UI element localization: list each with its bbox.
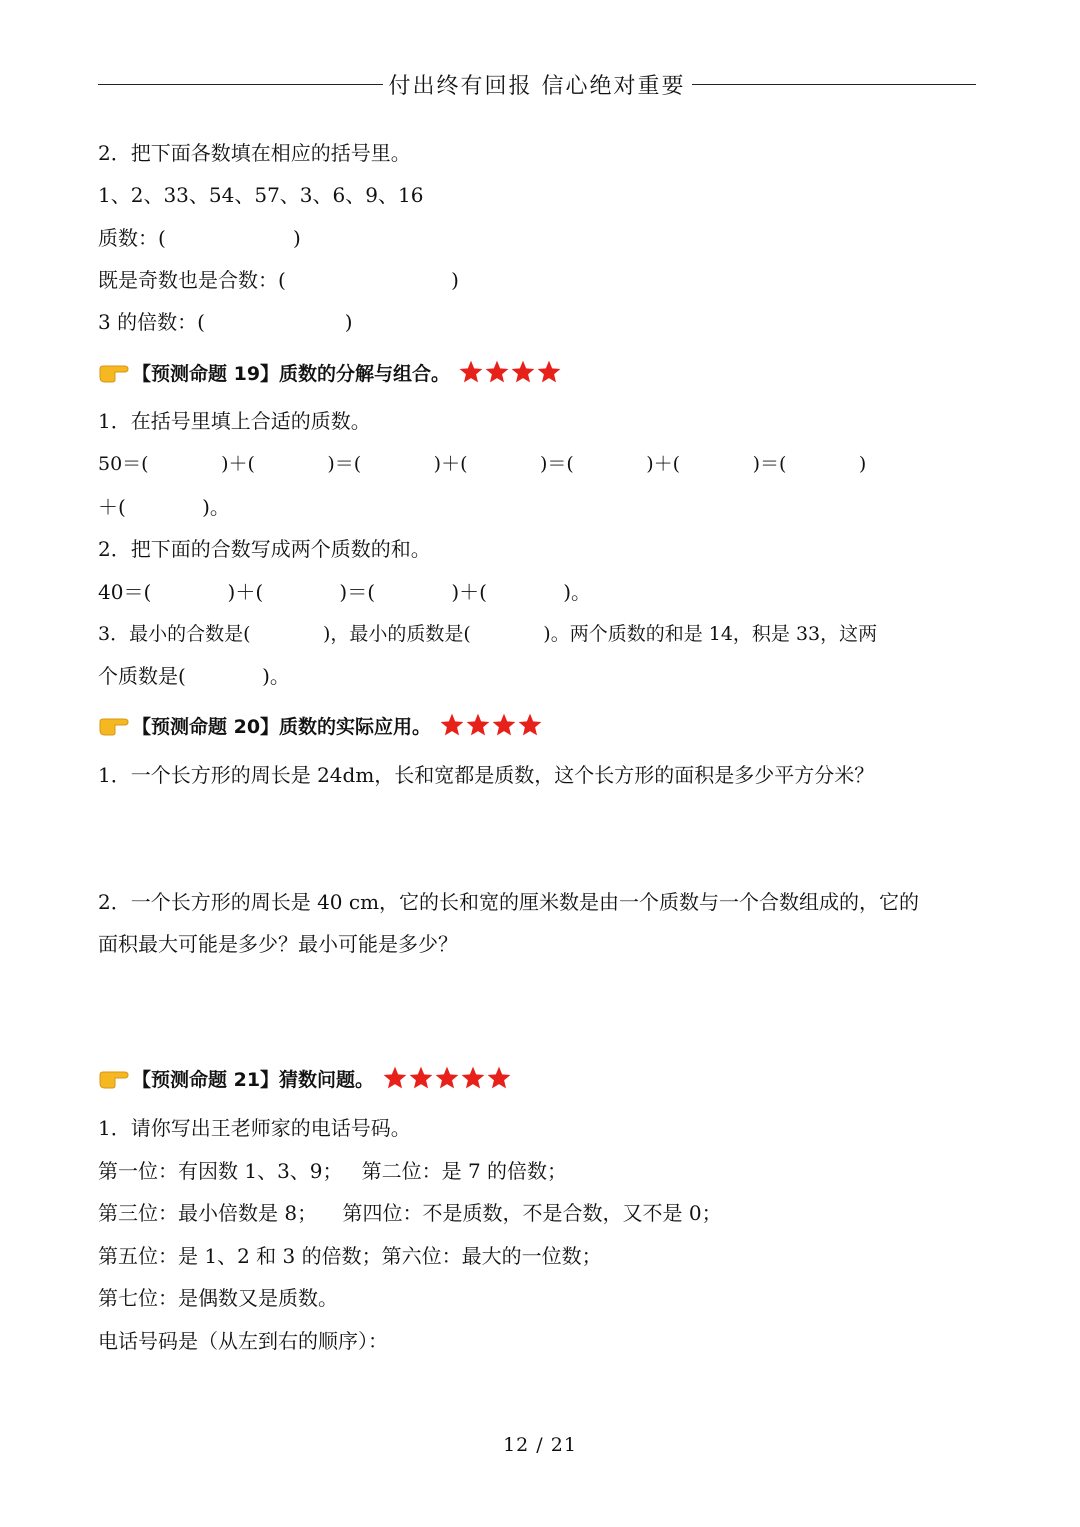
section-p19-title: 【预测命题 19】质数的分解与组合。 [132,362,451,385]
header-motto: 付出终有回报 信心绝对重要 [388,73,686,99]
star-icon [517,712,543,738]
rating-stars [439,712,543,738]
page-header [98,64,976,104]
star-icon [458,359,484,385]
rating-stars [382,1065,512,1091]
p21-clue3: 第五位：是 1、2 和 3 的倍数；第六位：最大的一位数； [98,1244,602,1268]
pointing-hand-icon [98,360,130,384]
pointing-hand-icon [98,1066,130,1090]
q2-primes: 质数：( ) [98,226,301,250]
p21-q1: 1．请你写出王老师家的电话号码。 [98,1116,411,1140]
section-p20 [98,707,543,743]
section-p20-title: 【预测命题 20】质数的实际应用。 [132,715,432,738]
section-p21-title: 【预测命题 21】猜数问题。 [132,1068,375,1091]
pointing-hand-icon [98,713,130,737]
star-icon [536,359,562,385]
p20-q1: 1．一个长方形的周长是 24dm，长和宽都是质数，这个长方形的面积是多少平方分米？ [98,763,875,787]
p19-q3-line1: 3．最小的合数是( )，最小的质数是( )。两个质数的和是 14，积是 33，这两 [98,623,878,645]
header-rule-left [98,84,383,85]
star-icon [460,1065,486,1091]
p21-clue2: 第三位：最小倍数是 8； 第四位：不是质数，不是合数，又不是 0； [98,1201,722,1225]
p19-q3-line2: 个质数是( )。 [98,664,290,688]
star-icon [465,712,491,738]
p19-q2: 2．把下面的合数写成两个质数的和。 [98,537,431,561]
q2-odd-composite: 既是奇数也是合数：( ) [98,268,459,292]
section-p19 [98,354,562,390]
p19-q1-line1: 50＝( )＋( )＝( )＋( )＝( )＋( )＝( ) [98,453,867,475]
p21-clue4: 第七位：是偶数又是质数。 [98,1286,338,1310]
q2-prompt: 2．把下面各数填在相应的括号里。 [98,141,411,165]
star-icon [382,1065,408,1091]
star-icon [486,1065,512,1091]
p19-q2-line: 40＝( )＋( )＝( )＋( )。 [98,580,592,604]
q2-numbers: 1、2、33、54、57、3、6、9、16 [98,183,424,207]
p19-q1-line2: ＋( )。 [98,495,230,519]
p20-q2-line2: 面积最大可能是多少？最小可能是多少？ [98,932,458,956]
star-icon [484,359,510,385]
p20-q2-line1: 2．一个长方形的周长是 40 cm，它的长和宽的厘米数是由一个质数与一个合数组成的，它的 [98,890,920,914]
page-number: 12 / 21 [503,1434,577,1456]
star-icon [491,712,517,738]
rating-stars [458,359,562,385]
star-icon [439,712,465,738]
star-icon [434,1065,460,1091]
star-icon [510,359,536,385]
p21-clue1: 第一位：有因数 1、3、9； 第二位：是 7 的倍数； [98,1159,568,1183]
p21-answer: 电话号码是（从左到右的顺序）： [98,1329,388,1353]
section-p21 [98,1060,512,1096]
q2-multiples-of-3: 3 的倍数：( ) [98,310,353,334]
p19-q1: 1．在括号里填上合适的质数。 [98,409,371,433]
header-rule-right [692,84,977,85]
star-icon [408,1065,434,1091]
